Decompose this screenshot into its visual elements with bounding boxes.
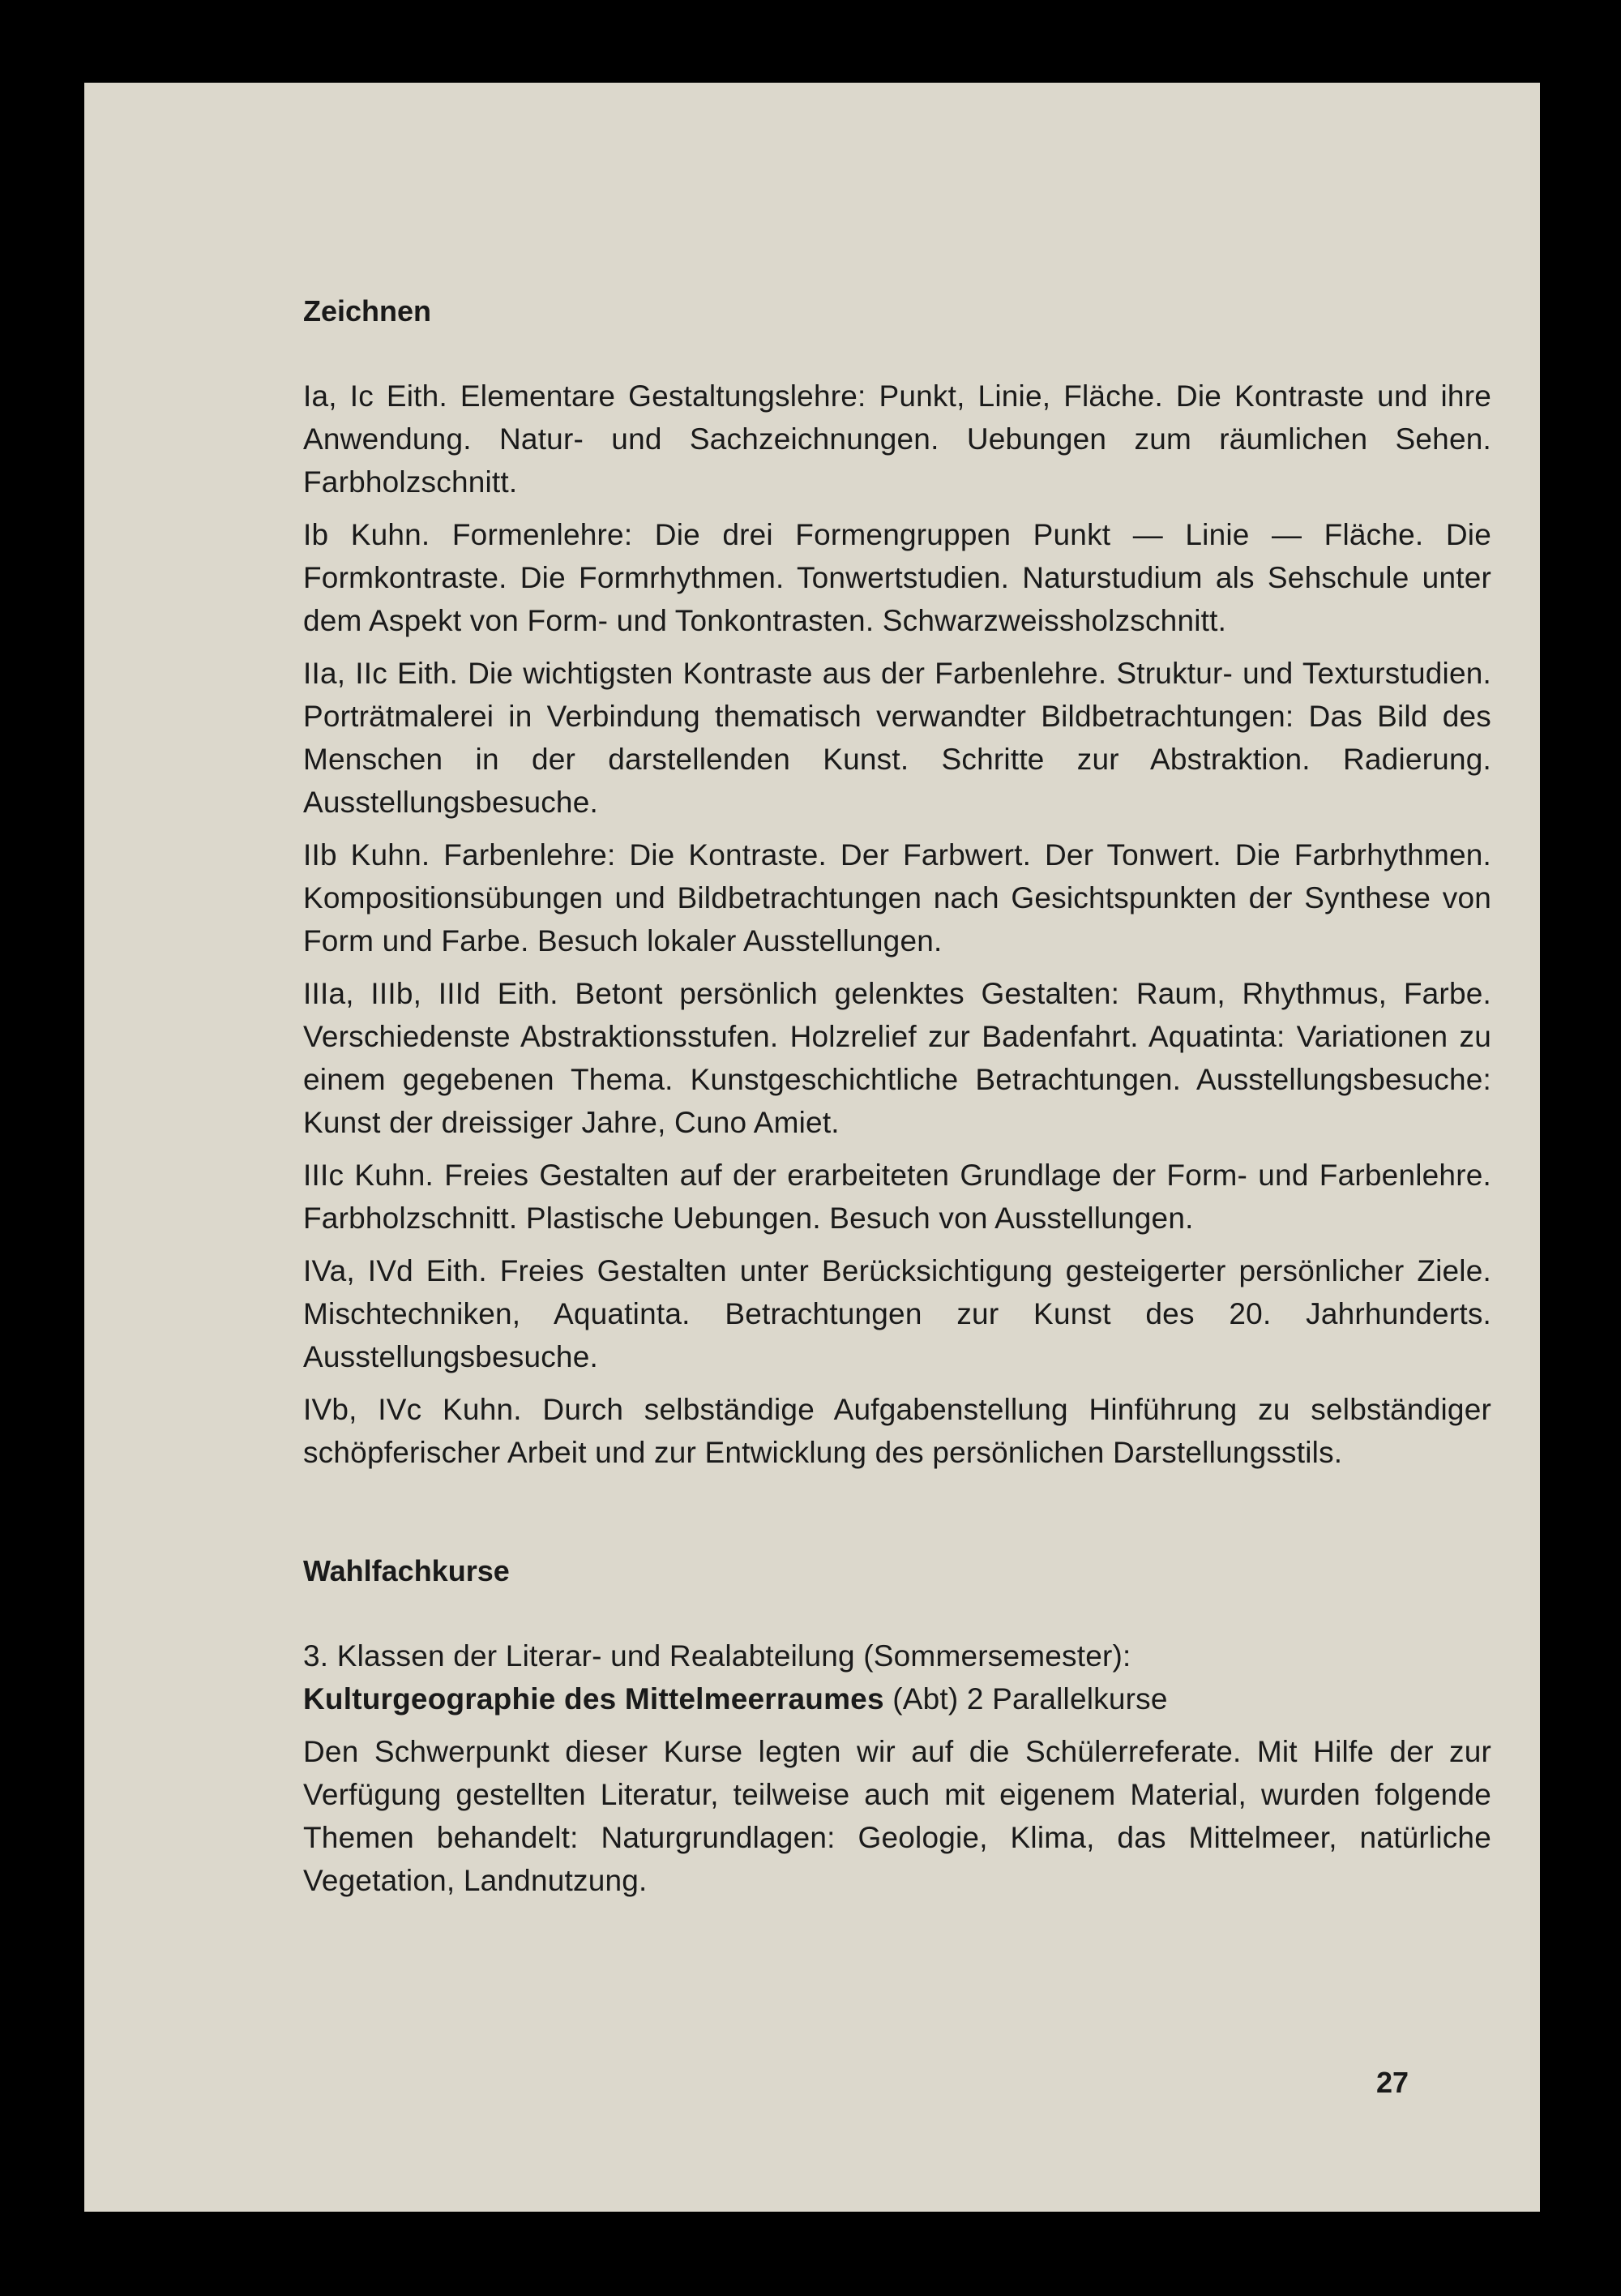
paragraph-iiic: IIIc Kuhn. Freies Gestalten auf der erarbeiteten Grundlage der Form- und Farbenlehre. Farbholzschnitt. Plastische Uebungen. Besuch von Ausstellungen. bbox=[303, 1159, 1491, 1235]
section-wahlfachkurse bbox=[303, 1552, 1491, 1902]
course-description: Den Schwerpunkt dieser Kurse legten wir auf die Schülerreferate. Mit Hilfe der zur Verfügung gestellten Literatur, teilweise auch mit eigenem Material, wurden folgende Themen behandelt: Naturgrundlagen: Geologie, Klima, das Mittelmeer, natürliche Vegetation, Landnutzung. bbox=[303, 1735, 1491, 1897]
paragraph-iiia-iiib-iiid: IIIa, IIIb, IIId Eith. Betont persönlich gelenktes Gestalten: Raum, Rhythmus, Farbe. Verschiedenste Abstraktionsstufen. Holzrelief zur Badenfahrt. Aquatinta: Variationen zu einem gegebenen Thema. Kunstgeschichtliche Betrachtungen. Ausstellungsbesuche: Kunst der dreissiger Jahre, Cuno Amiet. bbox=[303, 977, 1491, 1139]
course-title: Kulturgeographie des Mittelmeerraumes bbox=[303, 1682, 884, 1716]
paragraph-ib: Ib Kuhn. Formenlehre: Die drei Formengruppen Punkt — Linie — Fläche. Die Formkontraste. Die Formrhythmen. Tonwertstudien. Naturstudium als Sehschule unter dem Aspekt von Form- und Tonkontrasten. Schwarzweissholzschnitt. bbox=[303, 518, 1491, 637]
section-heading-zeichnen: Zeichnen bbox=[303, 294, 432, 328]
course-line bbox=[303, 1677, 1491, 1720]
page-number: 27 bbox=[1375, 2066, 1409, 2099]
section-zeichnen bbox=[303, 292, 1491, 1474]
paragraph-iva-ivd: IVa, IVd Eith. Freies Gestalten unter Berücksichtigung gesteigerter persönlicher Ziele. Mischtechniken, Aquatinta. Betrachtungen zur Kunst des 20. Jahrhunderts. Ausstellungsbesuche. bbox=[303, 1254, 1491, 1373]
page-content bbox=[303, 292, 1491, 1902]
paragraph-iib: IIb Kuhn. Farbenlehre: Die Kontraste. Der Farbwert. Der Tonwert. Die Farbrhythmen. Kompositionsübungen und Bildbetrachtungen nach Gesichtspunkten der Synthese von Form und Farbe. Besuch lokaler Ausstellungen. bbox=[303, 838, 1491, 957]
section-heading-wahlfachkurse: Wahlfachkurse bbox=[303, 1554, 510, 1587]
course-intro: 3. Klassen der Literar- und Realabteilung (Sommersemester): bbox=[303, 1639, 1131, 1673]
paragraph-iia-iic: IIa, IIc Eith. Die wichtigsten Kontraste aus der Farbenlehre. Struktur- und Texturstudien. Porträtmalerei in Verbindung thematisch verwandter Bildbetrachtungen: Das Bild des Menschen in der darstellenden Kunst. Schritte zur Abstraktion. Radierung. Ausstellungsbesuche. bbox=[303, 657, 1491, 819]
paragraph-ia-ic: Ia, Ic Eith. Elementare Gestaltungslehre: Punkt, Linie, Fläche. Die Kontraste und ihre Anwendung. Natur- und Sachzeichnungen. Uebungen zum räumlichen Sehen. Farbholzschnitt. bbox=[303, 379, 1491, 499]
paragraph-ivb-ivc: IVb, IVc Kuhn. Durch selbständige Aufgabenstellung Hinführung zu selbständiger schöpferischer Arbeit und zur Entwicklung des persönlichen Darstellungsstils. bbox=[303, 1393, 1491, 1469]
course-suffix: (Abt) 2 Parallelkurse bbox=[883, 1682, 1168, 1716]
document-page bbox=[84, 83, 1540, 2212]
